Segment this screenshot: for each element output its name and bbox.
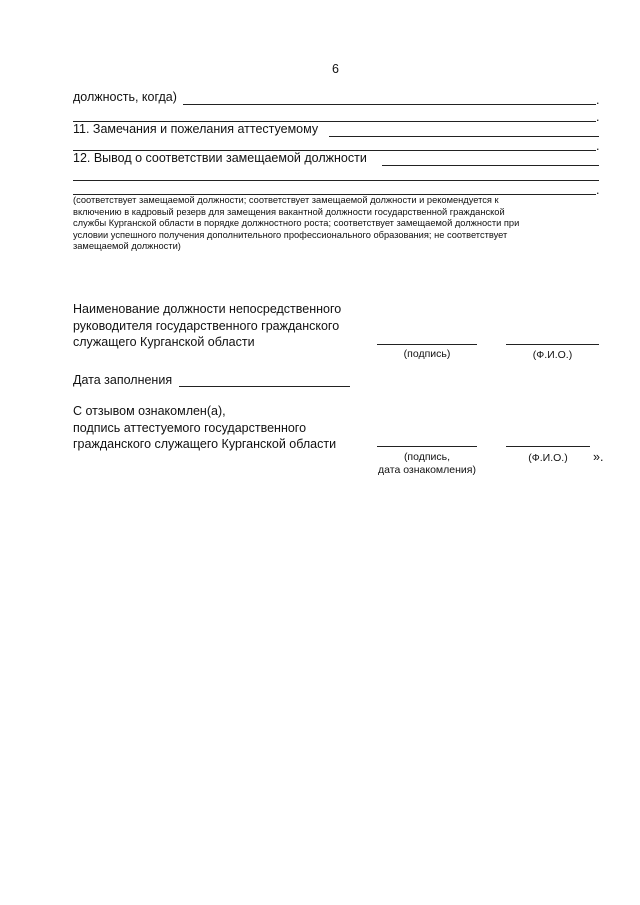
fill-date-underline [179, 386, 350, 387]
acknowledgement-line: подпись аттестуемого государственного [73, 420, 307, 435]
item-11-underline [329, 136, 599, 137]
supervisor-fio-line [506, 344, 599, 345]
period-mark: . [596, 110, 600, 124]
note-line: (соответствует замещаемой должности; соответствует замещаемой должности и рекомендуется к [73, 195, 499, 205]
fill-date-label: Дата заполнения [73, 373, 173, 387]
signature-date-label [367, 451, 487, 477]
signature-label: (подпись) [403, 348, 451, 360]
conclusion-options-note [73, 195, 606, 253]
acknowledgement-label [73, 403, 336, 453]
closing-quote: ». [593, 450, 604, 464]
fio-label: (Ф.И.О.) [528, 452, 568, 464]
acknowledgement-line: гражданского служащего Курганской области [73, 437, 337, 451]
supervisor-line: руководителя государственного гражданского [73, 318, 340, 333]
item-11-label: 11. Замечания и пожелания аттестуемому [73, 122, 319, 136]
period-mark: . [596, 139, 600, 153]
fio-label: (Ф.И.О.) [532, 349, 573, 361]
employee-signature-line [377, 446, 477, 447]
signature-date-line: (подпись, [403, 451, 451, 463]
page-number: 6 [332, 62, 339, 76]
supervisor-signature-line [377, 344, 477, 345]
note-line: службы Курганской области в порядке должностного роста; соответствует замещаемой должности при [73, 218, 520, 229]
item-12-underline [382, 165, 599, 166]
period-mark: . [596, 93, 600, 107]
position-when-underline [183, 104, 596, 105]
note-line: условии успешного получения дополнительного профессионального образования; не соответствует [73, 229, 508, 240]
supervisor-position-label [73, 301, 341, 351]
acknowledgement-line: С отзывом ознакомлен(а), [73, 404, 226, 418]
supervisor-line: служащего Курганской области [73, 335, 255, 349]
supervisor-line: Наименование должности непосредственного [73, 302, 342, 316]
blank-line [73, 180, 599, 181]
note-line: замещаемой должности) [73, 241, 181, 252]
signature-date-line: дата ознакомления) [378, 464, 476, 476]
employee-fio-line [506, 446, 590, 447]
period-mark: . [596, 183, 600, 197]
note-line: включению в кадровый резерв для замещения вакантной должности государственной гражданской [73, 206, 505, 217]
position-when-label: должность, когда) [73, 90, 177, 104]
item-12-label: 12. Вывод о соответствии замещаемой должности [73, 151, 367, 165]
